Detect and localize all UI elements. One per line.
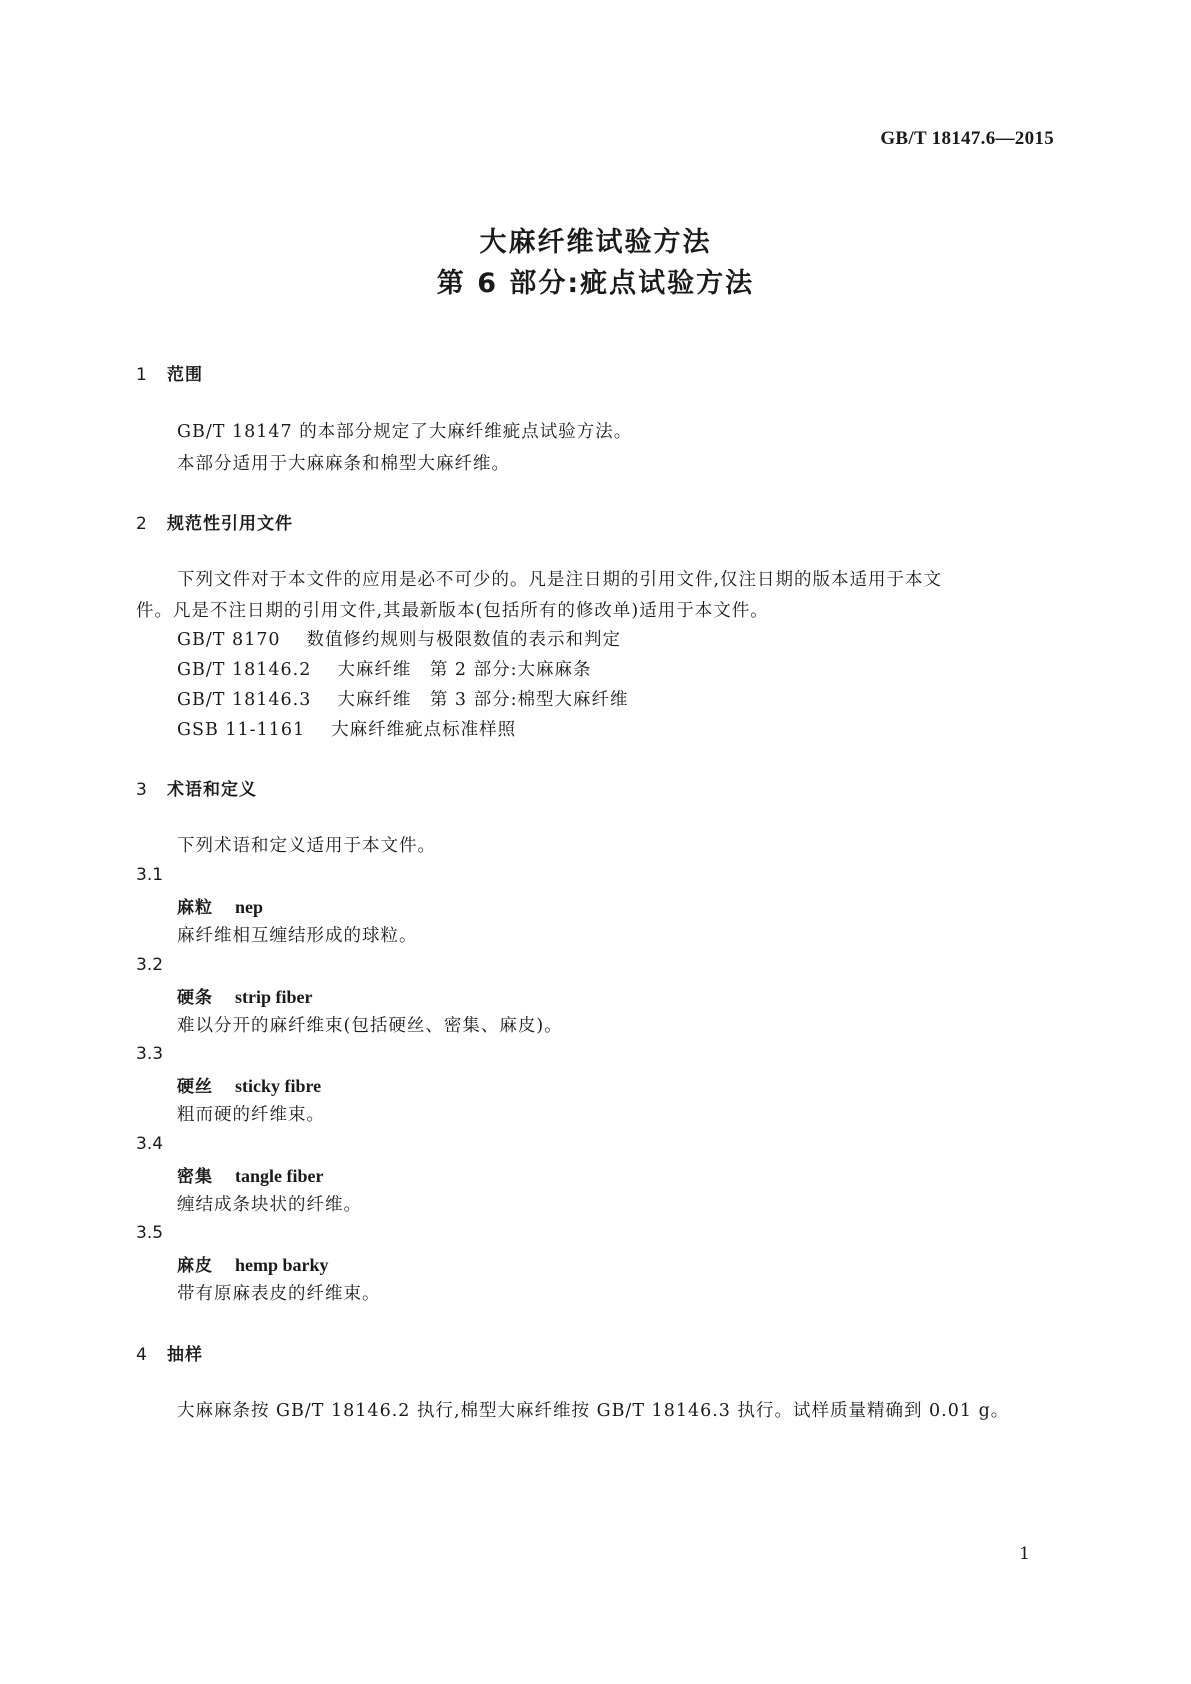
term-zh: 麻粒	[177, 898, 213, 918]
term-definition: 难以分开的麻纤维束(包括硬丝、密集、麻皮)。	[177, 1016, 563, 1036]
paragraph: 本部分适用于大麻麻条和棉型大麻纤维。	[177, 454, 510, 474]
term-definition: 粗而硬的纤维束。	[177, 1105, 325, 1125]
term-en: sticky fibre	[235, 1076, 322, 1096]
term-zh: 硬条	[177, 988, 213, 1008]
reference-title: 大麻纤维疵点标准样照	[331, 720, 517, 740]
term-en: strip fiber	[235, 987, 313, 1007]
reference-title: 大麻纤维 第 2 部分:大麻麻条	[337, 660, 592, 680]
reference-title: 数值修约规则与极限数值的表示和判定	[306, 630, 622, 650]
term-definition: 麻纤维相互缠结形成的球粒。	[177, 926, 418, 946]
document-title-line2: 第 6 部分:疵点试验方法	[436, 268, 755, 299]
term-zh: 麻皮	[177, 1256, 213, 1276]
standard-code: GB/T 18147.6—2015	[880, 128, 1054, 149]
term-name	[177, 1162, 323, 1187]
paragraph: 大麻麻条按 GB/T 18146.2 执行,棉型大麻纤维按 GB/T 18146.3 执行。试样质量精确到 0.01 g。	[177, 1401, 1010, 1421]
section-heading-normative-references	[136, 509, 293, 534]
reference-code: GSB 11-1161	[177, 720, 306, 740]
section-title: 术语和定义	[167, 780, 257, 800]
term-definition: 缠结成条块状的纤维。	[177, 1195, 362, 1215]
reference-item	[177, 656, 592, 681]
section-title: 规范性引用文件	[167, 514, 293, 534]
section-title: 抽样	[167, 1345, 203, 1365]
term-number: 3.3	[136, 1044, 164, 1064]
section-number: 1	[136, 365, 148, 385]
reference-code: GB/T 8170	[177, 630, 281, 650]
reference-code: GB/T 18146.3	[177, 690, 312, 710]
section-number: 2	[136, 514, 148, 534]
section-heading-terms-definitions	[136, 775, 257, 800]
paragraph: 下列文件对于本文件的应用是必不可少的。凡是注日期的引用文件,仅注日期的版本适用于本文	[177, 570, 943, 590]
term-number: 3.1	[136, 865, 164, 885]
paragraph-continuation: 件。凡是不注日期的引用文件,其最新版本(包括所有的修改单)适用于本文件。	[136, 601, 769, 621]
section-number: 4	[136, 1345, 148, 1365]
section-title: 范围	[167, 365, 203, 385]
reference-item	[177, 686, 629, 711]
term-name	[177, 893, 263, 918]
reference-item	[177, 716, 516, 741]
section-heading-scope	[136, 360, 203, 385]
term-name	[177, 1251, 329, 1276]
term-en: nep	[235, 897, 264, 917]
term-name	[177, 983, 312, 1008]
paragraph: GB/T 18147 的本部分规定了大麻纤维疵点试验方法。	[177, 422, 633, 442]
term-name	[177, 1072, 321, 1097]
term-en: tangle fiber	[235, 1166, 324, 1186]
paragraph: 下列术语和定义适用于本文件。	[177, 836, 436, 856]
term-number: 3.2	[136, 955, 164, 975]
term-number: 3.4	[136, 1134, 164, 1154]
document-title-line1: 大麻纤维试验方法	[479, 227, 712, 258]
term-definition: 带有原麻表皮的纤维束。	[177, 1284, 381, 1304]
reference-item	[177, 626, 621, 651]
section-heading-sampling	[136, 1340, 203, 1365]
reference-code: GB/T 18146.2	[177, 660, 312, 680]
term-zh: 密集	[177, 1167, 213, 1187]
term-number: 3.5	[136, 1223, 164, 1243]
term-zh: 硬丝	[177, 1077, 213, 1097]
page-number: 1	[1019, 1544, 1030, 1564]
reference-title: 大麻纤维 第 3 部分:棉型大麻纤维	[337, 690, 629, 710]
term-en: hemp barky	[235, 1255, 329, 1275]
section-number: 3	[136, 780, 148, 800]
